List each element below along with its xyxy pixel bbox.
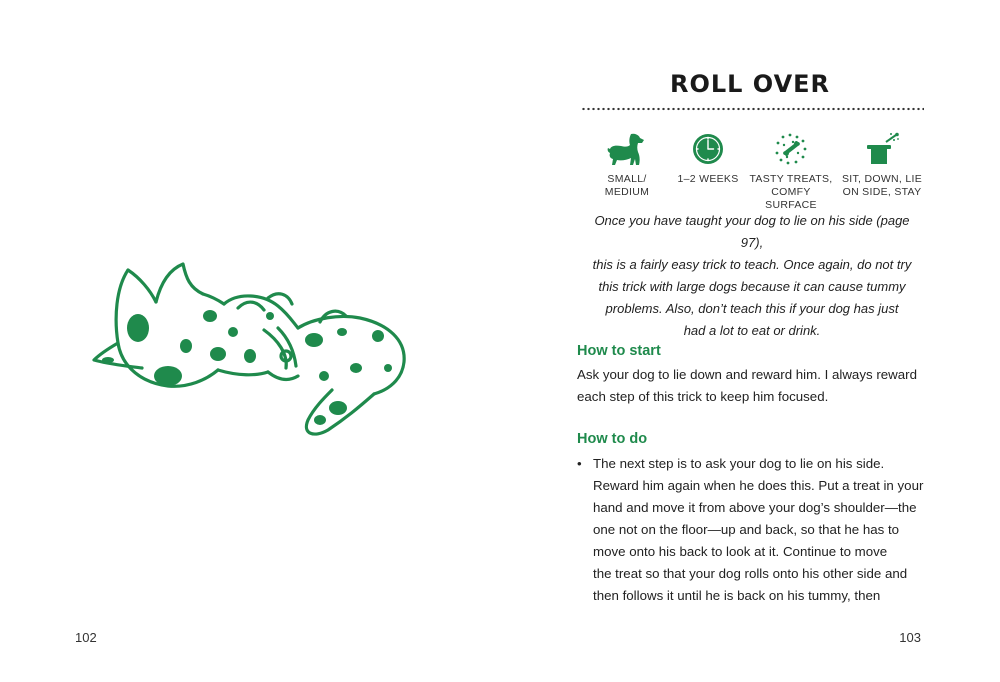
intro-line: this is a fairly easy trick to teach. Once again, do not try xyxy=(592,257,912,272)
intro-line: had a lot to eat or drink. xyxy=(683,323,821,338)
body-line: Ask your dog to lie down and reward him. I always reward xyxy=(577,367,917,382)
intro-line: Once you have taught your dog to lie on his side (page 97), xyxy=(594,213,910,250)
intro-paragraph xyxy=(582,210,922,342)
magic-hat-icon xyxy=(865,132,899,166)
bullet-line: the treat so that your dog rolls onto his other side and xyxy=(593,566,908,581)
materials-caption-line2: COMFY SURFACE xyxy=(765,186,817,211)
bullet-line: The next step is to ask your dog to lie on his side. xyxy=(593,456,885,471)
bullet-marker: • xyxy=(577,456,582,471)
right-page xyxy=(500,0,1000,682)
prereq-caption-line2: ON SIDE, STAY xyxy=(842,186,922,198)
clock-icon xyxy=(692,133,724,165)
how-to-do-heading: How to do xyxy=(577,431,648,447)
page-title: ROLL OVER xyxy=(669,70,831,98)
size-caption-line1: SMALL/ xyxy=(607,173,647,185)
bullet-line: hand and move it from above your dog’s shoulder—the xyxy=(593,500,917,515)
requirements-icon-row xyxy=(582,130,927,211)
size-info xyxy=(582,130,672,199)
prereq-caption-line1: SIT, DOWN, LIE xyxy=(841,173,923,185)
bullet-line: then follows it until he is back on his tummy, then xyxy=(593,588,881,603)
page-number-right: 103 xyxy=(899,630,921,645)
bullet-line: Reward him again when he does this. Put a treat in your xyxy=(593,478,924,493)
treat-bone-icon xyxy=(774,133,808,165)
dalmatian-illustration xyxy=(88,258,413,443)
prerequisites-info xyxy=(837,130,927,199)
duration-info xyxy=(663,130,753,186)
size-caption-line2: MEDIUM xyxy=(604,186,650,198)
intro-line: this trick with large dogs because it can cause tummy xyxy=(598,279,906,294)
materials-info xyxy=(746,130,836,212)
how-to-start-text xyxy=(577,364,927,408)
dog-icon xyxy=(607,132,647,166)
how-to-start-heading: How to start xyxy=(577,343,661,359)
materials-caption-line1: TASTY TREATS, xyxy=(749,173,833,185)
body-line: each step of this trick to keep him focused. xyxy=(577,389,829,404)
dotted-divider xyxy=(581,107,924,111)
duration-caption-line1: 1–2 WEEKS xyxy=(677,173,739,185)
page-number-left: 102 xyxy=(75,630,97,645)
bullet-line: move onto his back to look at it. Continue to move xyxy=(593,544,888,559)
bullet-line: one not on the floor—up and back, so that he has to xyxy=(593,522,900,537)
intro-line: problems. Also, don’t teach this if your dog has just xyxy=(605,301,899,316)
